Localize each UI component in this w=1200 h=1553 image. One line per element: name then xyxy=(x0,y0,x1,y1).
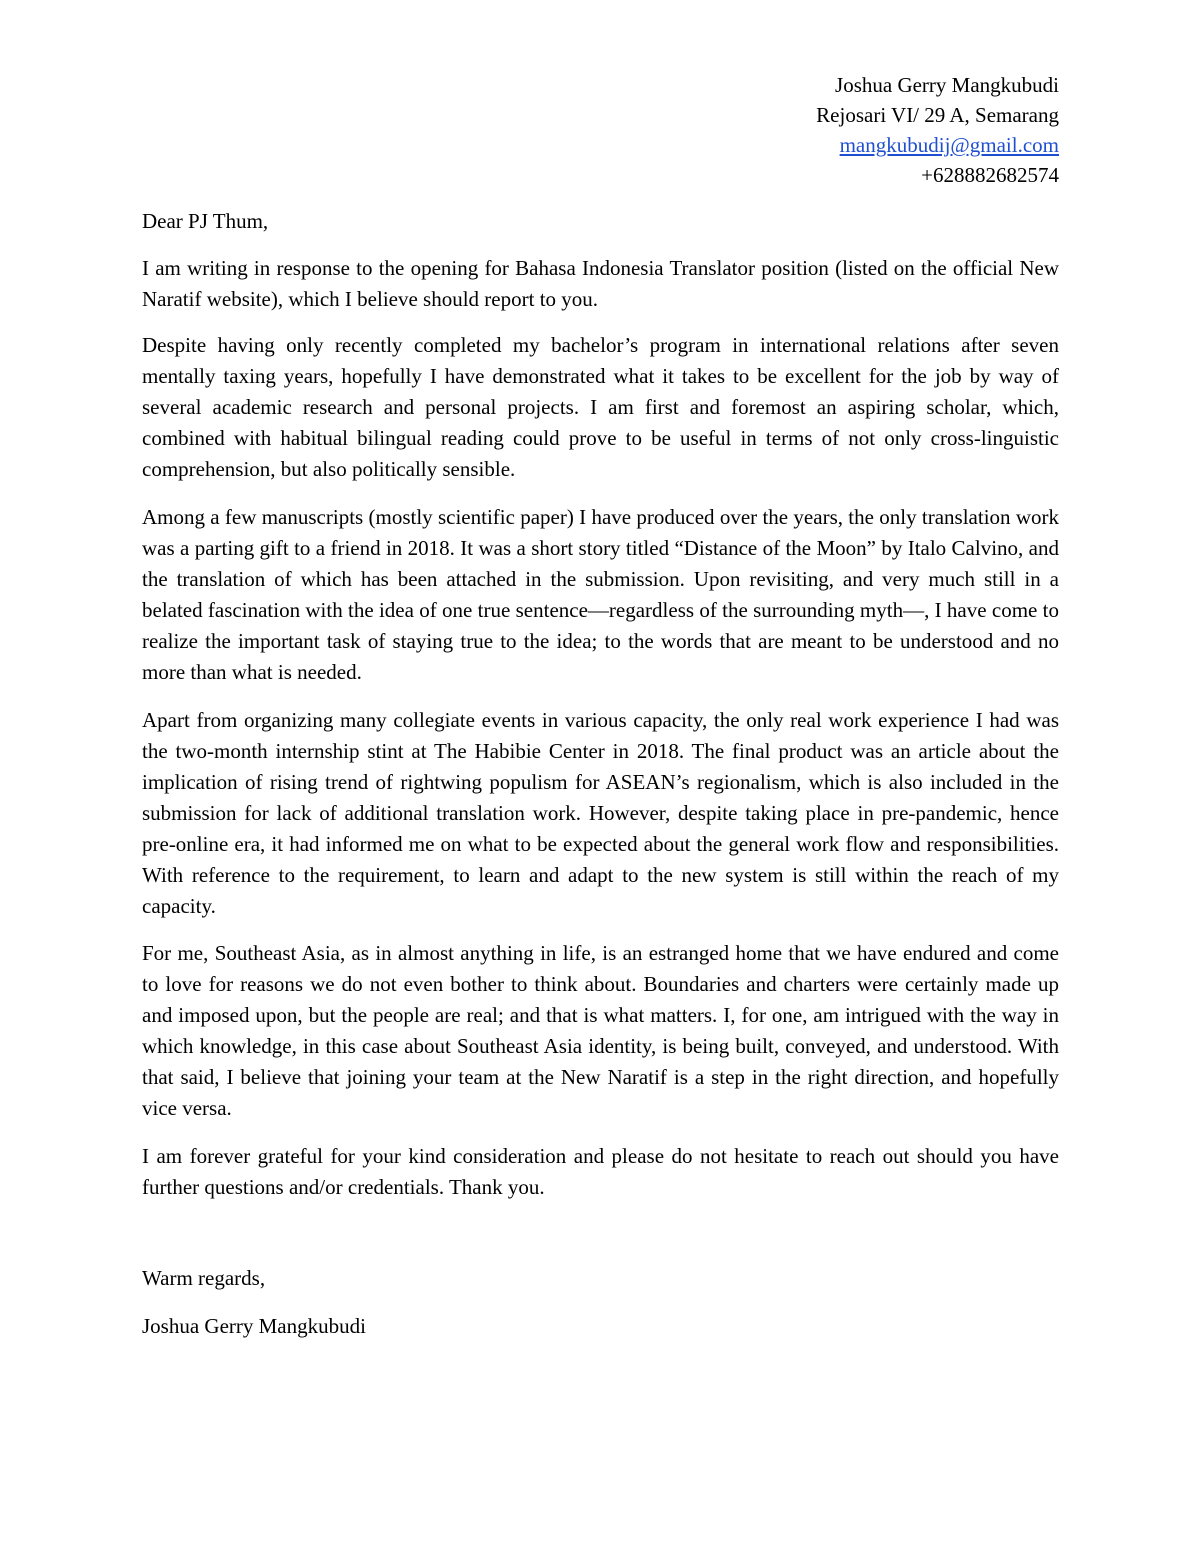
paragraph-background xyxy=(142,330,1059,485)
paragraph-work-experience xyxy=(142,705,1059,922)
paragraph: Despite having only recently completed my bachelor’s program in international relations after seven mentally taxing years, hopefully I have demonstrated what it takes to be excellent for the job by way of several academic research and personal projects. I am first and foremost an aspiring scholar, which, combined with habitual bilingual reading could prove to be useful in terms of not only cross-linguistic comprehension, but also politically sensible. xyxy=(142,333,1059,481)
sender-phone: +628882682574 xyxy=(921,163,1059,187)
salutation: Dear PJ Thum, xyxy=(142,209,269,233)
sender-name: Joshua Gerry Mangkubudi xyxy=(835,73,1059,97)
paragraph: For me, Southeast Asia, as in almost anything in life, is an estranged home that we have endured and come to love for reasons we do not even bother to think about. Boundaries and charters were certainly made up and imposed upon, but the people are real; and that is what matters. I, for one, am intrigued with the way in which knowledge, in this case about Southeast Asia identity, is being built, conveyed, and understood. With that said, I believe that joining your team at the New Naratif is a step in the right direction, and hopefully vice versa. xyxy=(142,941,1059,1120)
paragraph: Among a few manuscripts (mostly scientific paper) I have produced over the years, the only translation work was a parting gift to a friend in 2018. It was a short story titled “Distance of the Moon” by Italo Calvino, and the translation of which has been attached in the submission. Upon revisiting, and very much still in a belated fascination with the idea of one true sentence—regardless of the surrounding myth—, I have come to realize the important task of staying true to the idea; to the words that are meant to be understood and no more than what is needed. xyxy=(142,505,1059,684)
sender-address: Rejosari VI/ 29 A, Semarang xyxy=(816,103,1059,127)
closing: Warm regards, xyxy=(142,1266,266,1290)
paragraph-translation-work xyxy=(142,502,1059,688)
paragraph-intro xyxy=(142,253,1059,315)
paragraph-motivation xyxy=(142,938,1059,1124)
paragraph: I am forever grateful for your kind consideration and please do not hesitate to reach out should you have further questions and/or credentials. Thank you. xyxy=(142,1144,1059,1199)
paragraph: I am writing in response to the opening for Bahasa Indonesia Translator position (listed on the official New Naratif website), which I believe should report to you. xyxy=(142,256,1059,311)
paragraph: Apart from organizing many collegiate events in various capacity, the only real work experience I had was the two-month internship stint at The Habibie Center in 2018. The final product was an article about the implication of rising trend of rightwing populism for ASEAN’s regionalism, which is also included in the submission for lack of additional translation work. However, despite taking place in pre-pandemic, hence pre-online era, it had informed me on what to be expected about the general work flow and responsibilities. With reference to the requirement, to learn and adapt to the new system is still within the reach of my capacity. xyxy=(142,708,1059,918)
signature-name: Joshua Gerry Mangkubudi xyxy=(142,1314,366,1338)
sender-block xyxy=(816,70,1059,190)
paragraph-thanks xyxy=(142,1141,1059,1203)
sender-email-link[interactable]: mangkubudij@gmail.com xyxy=(839,133,1059,157)
